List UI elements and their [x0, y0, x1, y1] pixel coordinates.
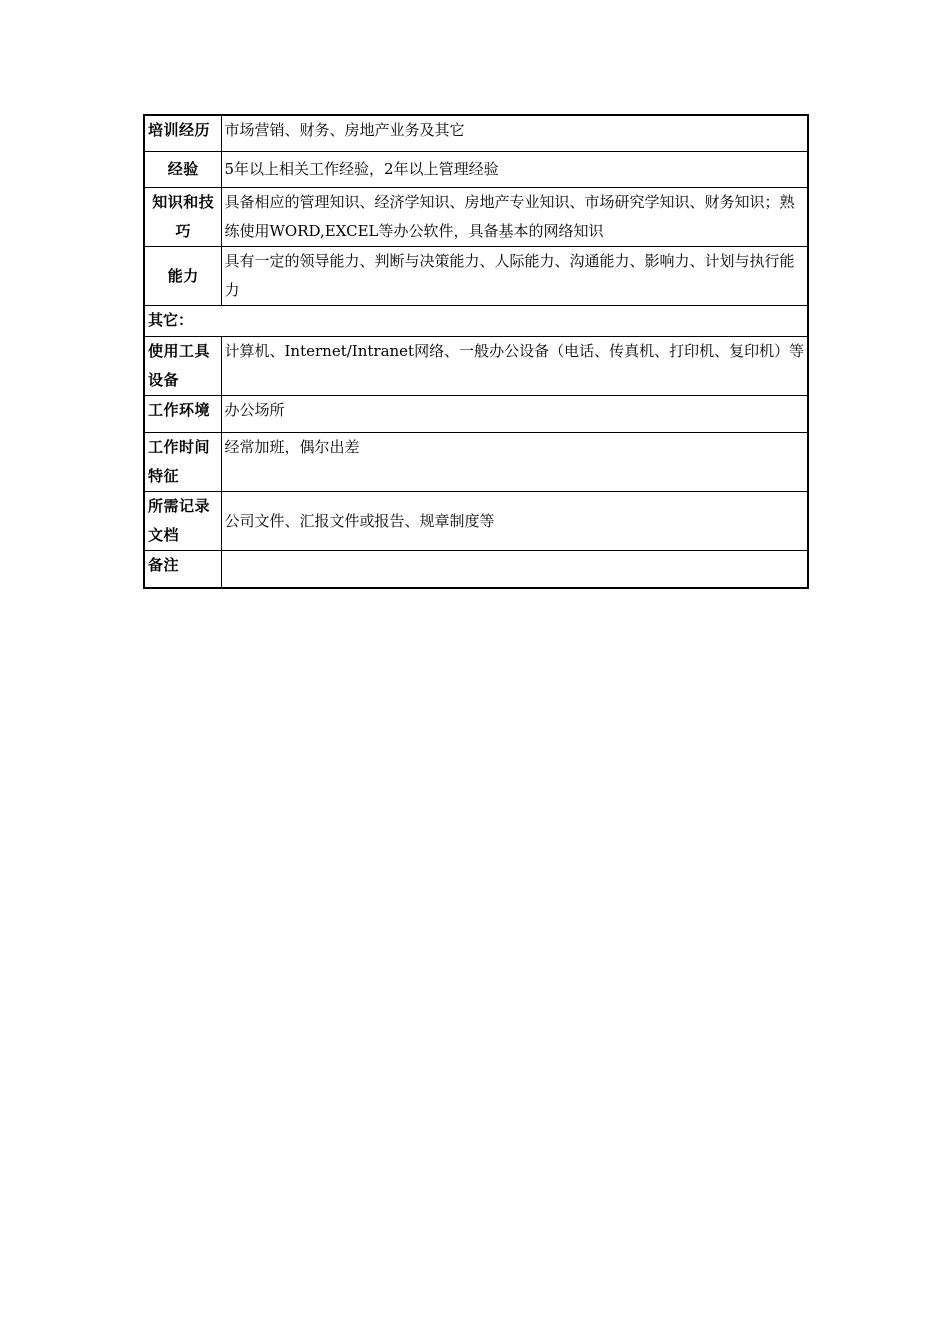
row-work-time: [144, 433, 808, 492]
remarks-value: [221, 551, 808, 589]
job-requirements-table: [143, 114, 809, 589]
row-documents: [144, 492, 808, 551]
knowledge-value: 具备相应的管理知识、经济学知识、房地产专业知识、市场研究学知识、财务知识；熟练使用WORD,EXCEL等办公软件，具备基本的网络知识: [221, 188, 808, 247]
environment-value: 办公场所: [221, 396, 808, 433]
row-environment: [144, 396, 808, 433]
work-time-value: 经常加班，偶尔出差: [221, 433, 808, 492]
ability-label: 能力: [144, 247, 221, 306]
experience-value: 5年以上相关工作经验，2年以上管理经验: [221, 152, 808, 188]
documents-value: 公司文件、汇报文件或报告、规章制度等: [221, 492, 808, 551]
remarks-label: 备注: [144, 551, 221, 589]
knowledge-label: 知识和技巧: [144, 188, 221, 247]
other-section-heading: 其它：: [144, 306, 808, 337]
experience-label: 经验: [144, 152, 221, 188]
row-experience: [144, 152, 808, 188]
row-other-section: [144, 306, 808, 337]
work-time-label: 工作时间特征: [144, 433, 221, 492]
training-value: 市场营销、财务、房地产业务及其它: [221, 115, 808, 152]
documents-label: 所需记录文档: [144, 492, 221, 551]
ability-value: 具有一定的领导能力、判断与决策能力、人际能力、沟通能力、影响力、计划与执行能力: [221, 247, 808, 306]
row-knowledge: [144, 188, 808, 247]
row-training: [144, 115, 808, 152]
row-tools: [144, 337, 808, 396]
environment-label: 工作环境: [144, 396, 221, 433]
row-ability: [144, 247, 808, 306]
job-description-sheet: [143, 114, 807, 589]
tools-value: 计算机、Internet/Intranet网络、一般办公设备（电话、传真机、打印机、复印机）等: [221, 337, 808, 396]
training-label: 培训经历: [144, 115, 221, 152]
tools-label: 使用工具设备: [144, 337, 221, 396]
row-remarks: [144, 551, 808, 589]
